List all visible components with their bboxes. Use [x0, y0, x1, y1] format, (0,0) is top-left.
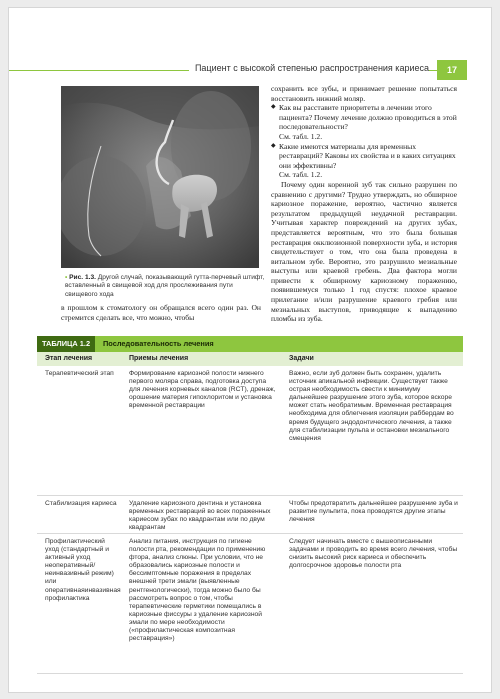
table-header — [37, 336, 463, 352]
table-reference: См. табл. 1.2. — [279, 131, 323, 141]
table-row — [37, 534, 463, 674]
treatment-table — [37, 336, 463, 674]
right-intro: сохранить все зубы, и принимает решение попытаться восстановить нижний моляр. — [271, 84, 457, 103]
question-item — [271, 103, 457, 132]
page-number-badge: 17 — [437, 60, 467, 80]
table-reference: См. табл. 1.2. — [279, 170, 323, 180]
table-label: ТАБЛИЦА 1.2 — [37, 336, 95, 352]
table-row — [37, 366, 463, 496]
running-header — [9, 60, 492, 82]
cell-goals: Следует начинать вместе с вышеописанными задачами и проводить во время всего лечения, чтобы снизить высокий риск кариеса и обеспечить долгосрочное здоровье полости рта — [289, 538, 458, 570]
figure-caption-text: Другой случай, показывающий гутта-перчевый штифт, вставленный в свищевой ход для прослеживания пути свищевого хода — [65, 274, 265, 298]
table-row — [37, 496, 463, 534]
xray-illustration — [61, 86, 259, 268]
cell-methods: Формирование кариозной полости нижнего первого моляра справа, подготовка доступа для лечения корневых каналов (RCT), дренаж, орошение материя гипохлоритом и установка временной реставрации — [129, 370, 276, 410]
column-header-methods: Приемы лечения — [129, 355, 189, 362]
cell-goals: Чтобы предотвратить дальнейшее разрушение зуба и развитие пульпита, пока проводятся другие этапы лечения — [289, 500, 458, 524]
xray-image — [61, 86, 259, 268]
cell-goals: Важно, если зуб должен быть сохранен, удалить источник апикальной инфекции. Существует также острая необходимость свести к минимуму дальнейшее разрушение этого зуба, которое вскоре может стать необратимым. Временная реставрация необходима для облегчения изоляции раббердам во время будущего эндодонтического лечения, а также для стабилизации пульпа и остановки мезиального смещения — [289, 370, 454, 442]
cell-stage: Стабилизация кариеса — [45, 500, 117, 507]
question-text: Как вы расставите приоритеты в лечении этого пациента? Почему лечение должно проводиться в этой последовательности? — [279, 103, 457, 132]
cell-stage: Терапевтический этап — [45, 370, 114, 377]
diamond-bullet-icon: ◆ — [271, 142, 276, 149]
left-body-text: в прошлом к стоматологу он обращался всего один раз. Он стремится сделать все, что можно, чтобы — [61, 303, 261, 322]
header-title: Пациент с высокой степенью распространения кариеса — [189, 63, 429, 73]
caption-bullet: • — [65, 274, 68, 281]
cell-methods: Анализ питания, инструкция по гигиене полости рта, рекомендации по применению фтора, анализ слюны. При условии, что не образовались кариозные полости и бессимптомные поражения в пределах внешней трети эмали (выявленные рентгенологически), тогда можно было бы рассмотреть вопрос о том, чтобы терапевтические герметики помещались в кариозные фиссуры з удаление кариозной эмали по мере необходимости («профилактическая композитная реставрация») — [129, 538, 266, 643]
question-item — [271, 142, 457, 171]
column-header-stage: Этап лечения — [45, 355, 93, 362]
figure-caption — [65, 274, 265, 299]
diamond-bullet-icon: ◆ — [271, 104, 276, 111]
figure-label: Рис. 1.3. — [69, 274, 96, 281]
book-page — [8, 7, 492, 693]
right-column — [271, 84, 457, 324]
table-caption: Последовательность лечения — [95, 336, 463, 352]
right-paragraph: Почему один коренной зуб так сильно разрушен по сравнению с другими? Трудно утверждать, но обширное кариозное поражение, вероятно, частично является результатом предыдущей неудачной реставрации. Учитывая характер повреждений на других зубах, представляется вероятным, что это была большая реставрация окклюзионной поверхности зуба, и история свидетельствует о том, что она была проведена в витальном зубе. Вероятно, это разрушило мезиальные выступы или краевой гребень. Два фактора могли привести к обширному кариозному поражению, появившемуся только 1 год спустя: плохое краевое прилегание и/или разрушение краевого гребня или мезиальных выступов, приводящие к выпадению пломбы из зуба. — [271, 179, 457, 324]
cell-stage: Профилактический уход (стандартный и активный уход неоперативный/неинвазивный режим) или оперативнаяинвазивная профилактика — [45, 538, 121, 602]
table-column-headers — [37, 352, 463, 366]
question-text: Какие имеются материалы для временных реставраций? Каковы их свойства и в каких ситуациях они эффективны? — [279, 141, 456, 170]
cell-methods: Удаление кариозного дентина и установка временных реставраций во всех пораженных кариесом зубах по квадрантам или по двум квадрантам — [129, 500, 271, 532]
column-header-goals: Задачи — [289, 355, 314, 362]
